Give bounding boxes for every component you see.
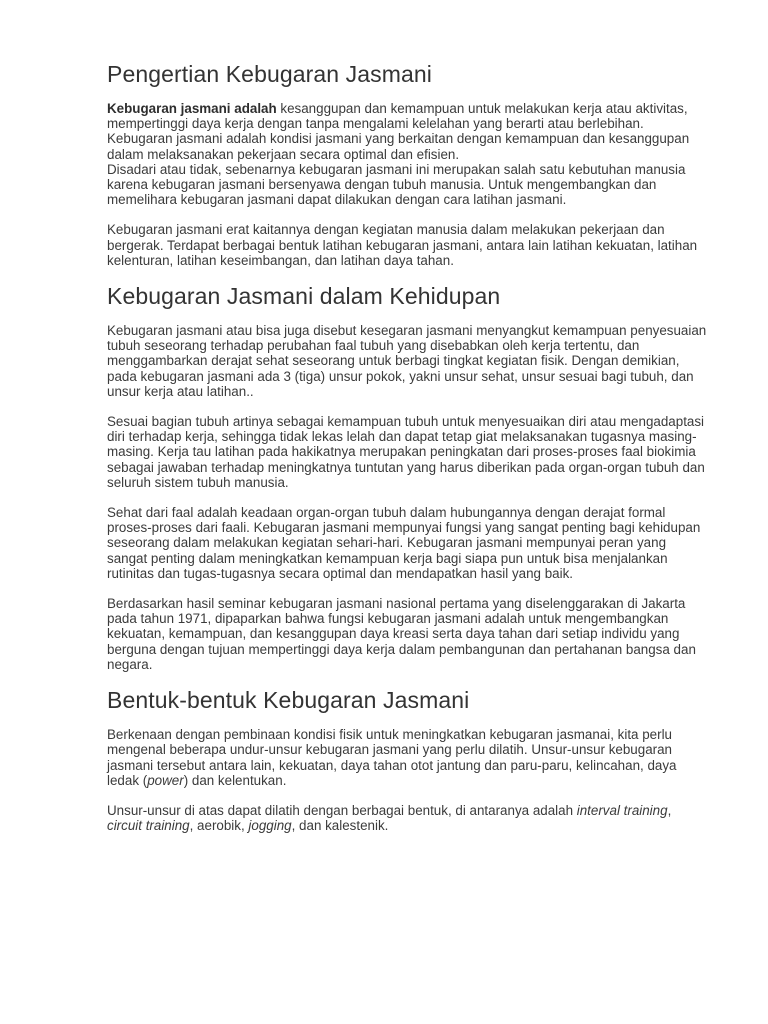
paragraph-sehat: Sehat dari faal adalah keadaan organ-organ tubuh dalam hubungannya dengan derajat formal proses-proses dari faali. Kebugaran jasmani mempunyai fungsi yang sangat penting bagi kehidupan seseorang dalam melakukan kegiatan sehari-hari. Kebugaran jasmani mempunyai peran yang sangat penting dalam meningkatkan kemampuan kerja bagi siapa pun untuk bisa menjalankan rutinitas dan tugas-tugasnya secara optimal dan mendapatkan hasil yang baik. — [107, 505, 701, 581]
unsur-text-b: ) dan kelentukan. — [183, 772, 287, 788]
training-text-c: , dan kalestenik. — [291, 818, 389, 834]
term-jogging: jogging — [248, 818, 292, 834]
definition-term: Kebugaran jasmani adalah — [107, 101, 277, 116]
definition-text-cont: Disadari atau tidak, sebenarnya kebugaran jasmani ini merupakan salah satu kebutuhan manusia karena kebugaran jasmani bersenyawa dengan tubuh manusia. Untuk mengembangkan dan memelihara kebugaran jasmani dapat dilakukan dengan cara latihan jasmani. — [107, 161, 686, 208]
paragraph-definition — [107, 101, 707, 207]
training-text-a: Unsur-unsur di atas dapat dilatih dengan berbagai bentuk, di antaranya adalah — [107, 802, 577, 818]
paragraph-sesuai: Sesuai bagian tubuh artinya sebagai kemampuan tubuh untuk menyesuaikan diri atau mengadaptasi diri terhadap kerja, sehingga tidak lekas lelah dan dapat tetap giat melaksanakan tugasnya masing-masing. Kerja tau latihan pada hakikatnya merupakan peningkatan dari proses-proses faal biokimia sebagai jawaban terhadap meningkatnya tuntutan yang harus diberikan pada organ-organ tubuh dan seluruh sistem tubuh manusia. — [107, 414, 705, 490]
paragraph-seminar: Berdasarkan hasil seminar kebugaran jasmani nasional pertama yang diselenggarakan di Jakarta pada tahun 1971, dipaparkan bahwa fungsi kebugaran jasmani adalah untuk mengembangkan kekuatan, kemampuan, dan kesanggupan daya kreasi serta daya tahan dari setiap individu yang berguna dengan tujuan mempertinggi daya kerja dalam pembangunan dan pertahanan bangsa dan negara. — [107, 596, 696, 672]
heading-bentuk: Bentuk-bentuk Kebugaran Jasmani — [107, 687, 470, 714]
paragraph-training — [107, 803, 707, 833]
unsur-text-a: Berkenaan dengan pembinaan kondisi fisik untuk meningkatkan kebugaran jasmanai, kita perlu mengenal beberapa undur-unsur kebugaran jasmani yang perlu dilatih. Unsur-unsur kebugaran jasmani tersebut antara lain, kekuatan, daya tahan otot jantung dan paru-paru, kelincahan, daya ledak ( — [107, 727, 677, 788]
term-circuit-training: circuit training — [107, 818, 190, 834]
training-sep: , — [667, 802, 672, 818]
heading-pengertian: Pengertian Kebugaran Jasmani — [107, 61, 433, 87]
paragraph-kesegaran: Kebugaran jasmani atau bisa juga disebut kesegaran jasmani menyangkut kemampuan penyesuaian tubuh seseorang terhadap perubahan faal tubuh yang disebabkan oleh kerja tertentu, dan menggambarkan derajat sehat seseorang untuk berbagi tingkat kegiatan fisik. Dengan demikian, pada kebugaran jasmani ada 3 (tiga) unsur pokok, yakni unsur sehat, unsur sesuai bagi tubuh, dan unsur kerja atau latihan.. — [107, 323, 707, 399]
paragraph-unsur — [107, 727, 707, 788]
paragraph-activities: Kebugaran jasmani erat kaitannya dengan kegiatan manusia dalam melakukan pekerjaan dan bergerak. Terdapat berbagai bentuk latihan kebugaran jasmani, antara lain latihan kekuatan, latihan kelenturan, latihan keseimbangan, dan latihan daya tahan. — [107, 222, 698, 268]
heading-kehidupan: Kebugaran Jasmani dalam Kehidupan — [107, 283, 501, 310]
document-page — [107, 60, 707, 833]
definition-text: kesanggupan dan kemampuan untuk melakukan kerja atau aktivitas, mempertinggi daya kerja dengan tanpa mengalami kelelahan yang berarti atau berlebihan. Kebugaran jasmani adalah kondisi jasmani yang berkaitan dengan kemampuan dan kesanggupan dalam melaksanakan pekerjaan secara optimal dan efisien. — [107, 101, 690, 162]
term-power: power — [147, 772, 184, 788]
term-interval-training: interval training — [576, 802, 668, 818]
training-text-b: , aerobik, — [189, 818, 249, 834]
